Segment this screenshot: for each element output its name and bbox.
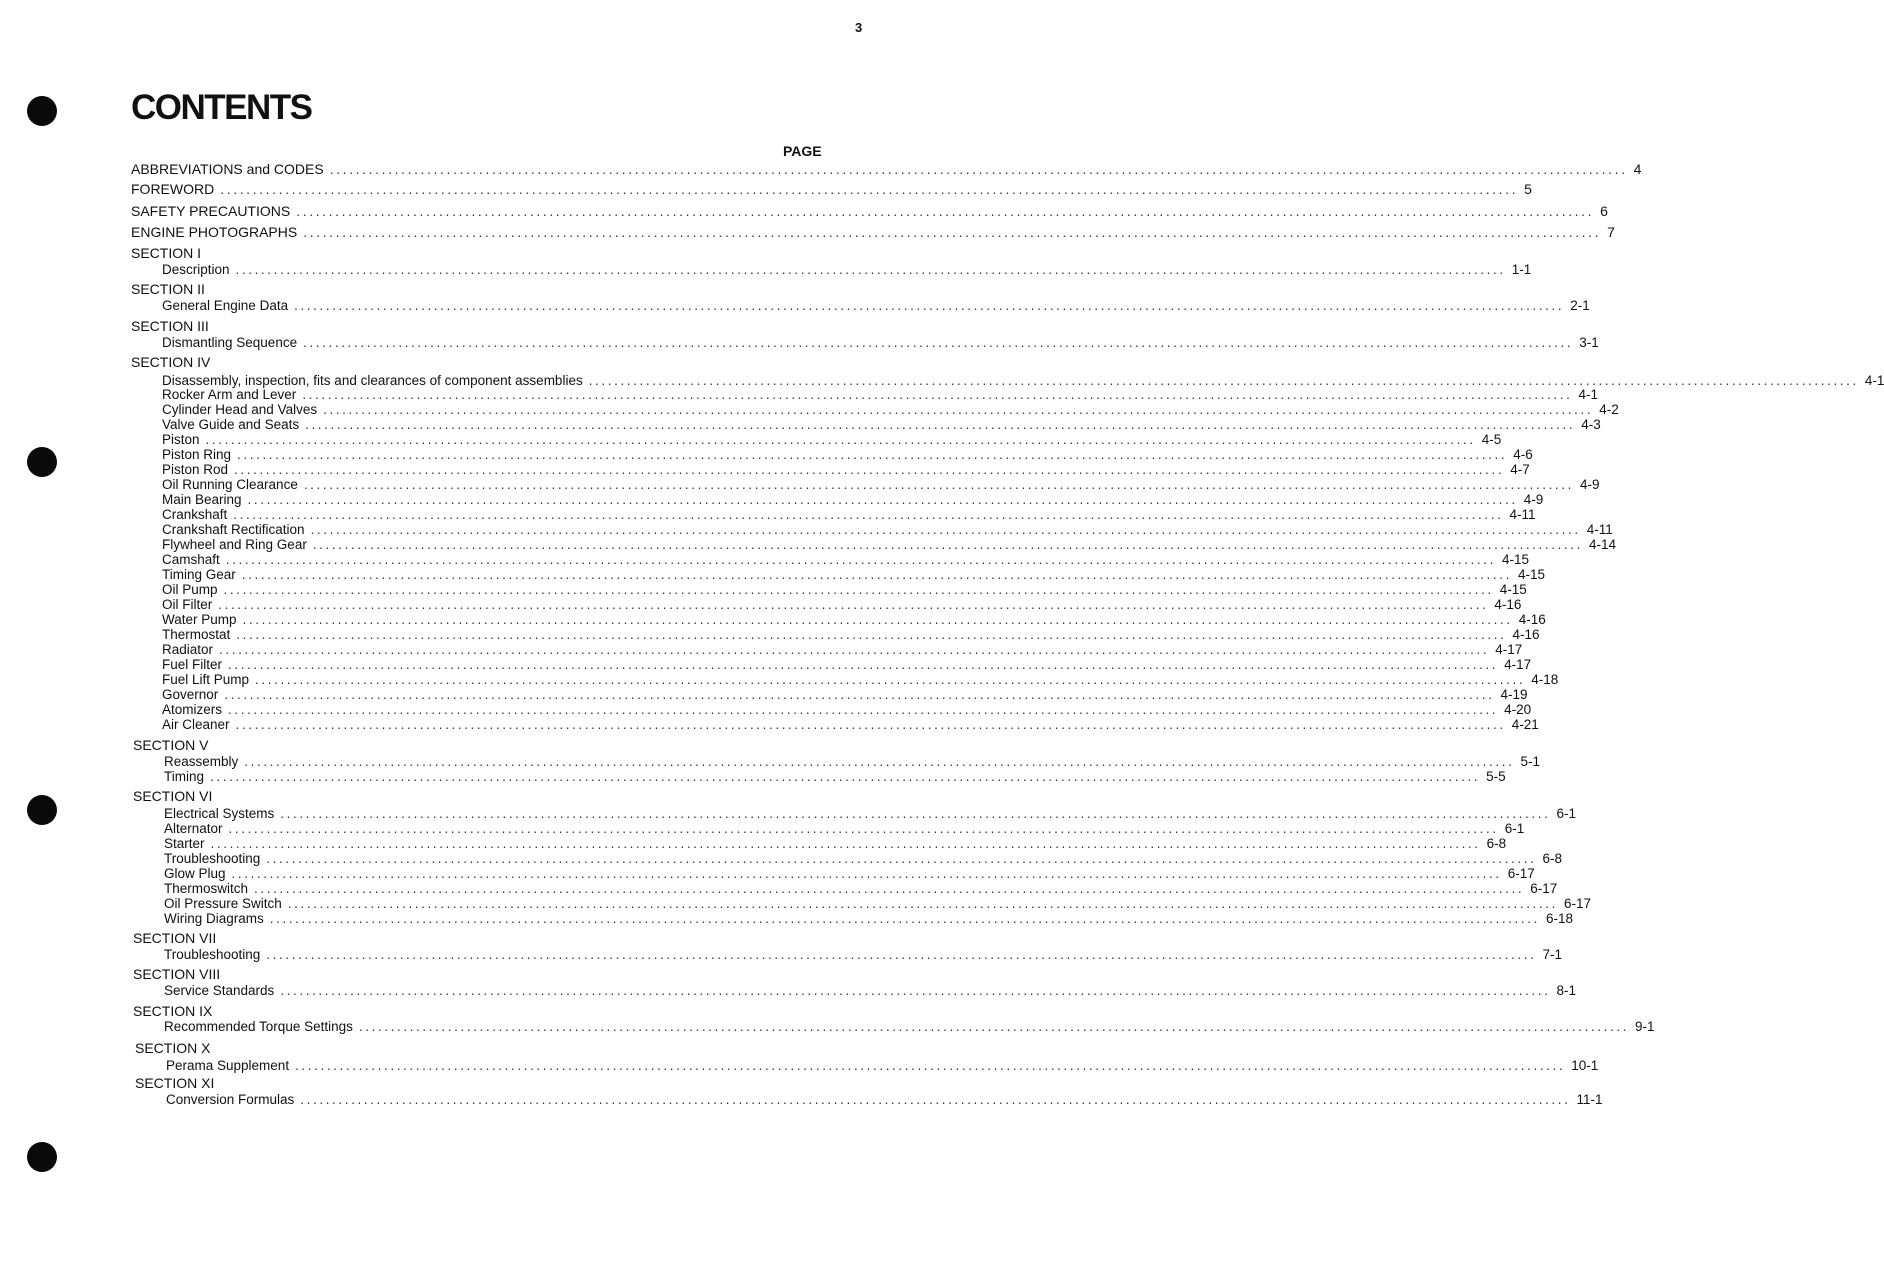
binder-hole-4 <box>27 1142 57 1172</box>
toc-entry <box>164 851 1562 866</box>
dot-leader: ........................................................................................................................................................................................................ <box>225 552 1496 567</box>
dot-leader: ........................................................................................................................................................................................................ <box>296 203 1595 219</box>
toc-entry-page: 1-1 <box>1511 262 1532 277</box>
dot-leader: ........................................................................................................................................................................................................ <box>235 262 1506 277</box>
toc-entry <box>162 672 1559 687</box>
toc-entry-title: Valve Guide and Seats <box>162 417 300 432</box>
toc-entry-title: Oil Pressure Switch <box>164 896 282 911</box>
dot-leader: ........................................................................................................................................................................................................ <box>269 911 1540 926</box>
dot-leader: ........................................................................................................................................................................................................ <box>358 1019 1630 1034</box>
toc-entry-page: 4-16 <box>1512 627 1540 642</box>
toc-entry <box>164 866 1535 881</box>
dot-leader: ........................................................................................................................................................................................................ <box>228 657 1499 672</box>
toc-entry <box>162 657 1532 672</box>
toc-entry-title: FOREWORD <box>131 181 215 197</box>
toc-entry-page: 4-6 <box>1513 447 1533 462</box>
toc-entry <box>131 161 1642 177</box>
toc-entry <box>164 836 1507 851</box>
dot-leader: ........................................................................................................................................................................................................ <box>295 1058 1566 1073</box>
binder-hole-3 <box>27 795 57 825</box>
toc-entry <box>164 896 1591 911</box>
toc-section-heading <box>131 281 205 297</box>
toc-entry-title: Oil Filter <box>162 597 213 612</box>
dot-leader: ........................................................................................................................................................................................................ <box>310 522 1581 537</box>
toc-entry-page: 7-1 <box>1542 947 1562 962</box>
toc-entry-page: 4-21 <box>1511 717 1539 732</box>
toc-entry-title: Recommended Torque Settings <box>164 1019 353 1034</box>
toc-entry-page: 6 <box>1600 203 1608 219</box>
toc-entry-page: 4-16 <box>1518 612 1546 627</box>
toc-entry-page: 4-7 <box>1510 462 1530 477</box>
toc-entry <box>162 687 1528 702</box>
dot-leader: ........................................................................................................................................................................................................ <box>300 1092 1571 1107</box>
dot-leader: ........................................................................................................................................................................................................ <box>287 896 1558 911</box>
toc-entry-title: Thermoswitch <box>164 881 249 896</box>
toc-entry-title: Troubleshooting <box>164 947 261 962</box>
toc-entry <box>162 477 1600 492</box>
toc-entry-title: SECTION I <box>131 245 202 261</box>
toc-entry-title: SECTION IX <box>133 1003 213 1019</box>
toc-entry-page: 6-17 <box>1507 866 1535 881</box>
toc-entry-title: SECTION IV <box>131 354 211 370</box>
toc-section-heading <box>133 930 216 946</box>
toc-entry-title: Main Bearing <box>162 492 242 507</box>
toc-entry <box>164 881 1558 896</box>
toc-entry <box>164 754 1540 769</box>
dot-leader: ........................................................................................................................................................................................................ <box>228 821 1499 836</box>
toc-section-heading <box>133 788 212 804</box>
dot-leader: ........................................................................................................................................................................................................ <box>233 507 1504 522</box>
toc-entry-page: 4-11 <box>1509 507 1536 522</box>
dot-leader: ........................................................................................................................................................................................................ <box>224 687 1495 702</box>
toc-entry <box>131 181 1532 197</box>
toc-entry <box>162 627 1540 642</box>
dot-leader: ........................................................................................................................................................................................................ <box>266 851 1537 866</box>
dot-leader: ........................................................................................................................................................................................................ <box>266 947 1537 962</box>
dot-leader: ........................................................................................................................................................................................................ <box>302 387 1573 402</box>
toc-entry-page: 6-17 <box>1530 881 1558 896</box>
toc-section-heading <box>131 354 210 370</box>
toc-entry-title: Water Pump <box>162 612 237 627</box>
toc-entry-page: 4 <box>1633 161 1642 177</box>
toc-entry-title: Radiator <box>162 642 214 657</box>
dot-leader: ........................................................................................................................................................................................................ <box>280 983 1551 998</box>
toc-entry-page: 4-5 <box>1481 432 1502 447</box>
dot-leader: ........................................................................................................................................................................................................ <box>303 335 1574 350</box>
dot-leader: ........................................................................................................................................................................................................ <box>242 612 1513 627</box>
toc-entry-title: SECTION VI <box>133 788 213 804</box>
toc-entry-title: Electrical Systems <box>164 806 275 821</box>
toc-entry <box>162 597 1522 612</box>
toc-entry-page: 8-1 <box>1556 983 1576 998</box>
dot-leader: ........................................................................................................................................................................................................ <box>303 224 1602 240</box>
toc-entry-title: Glow Plug <box>164 866 226 881</box>
toc-entry <box>162 702 1532 717</box>
dot-leader: ........................................................................................................................................................................................................ <box>329 161 1628 177</box>
toc-entry-title: Rocker Arm and Lever <box>162 387 297 402</box>
toc-entry-title: Description <box>162 262 230 277</box>
toc-entry-title: Wiring Diagrams <box>164 911 264 926</box>
toc-entry <box>162 417 1601 432</box>
toc-entry <box>164 821 1525 836</box>
toc-entry-title: Piston Rod <box>162 462 229 477</box>
dot-leader: ........................................................................................................................................................................................................ <box>247 492 1518 507</box>
toc-entry-title: Fuel Filter <box>162 657 223 672</box>
toc-entry-page: 7 <box>1607 224 1615 240</box>
toc-entry-title: ENGINE PHOTOGRAPHS <box>131 224 298 240</box>
toc-entry <box>164 911 1573 926</box>
toc-entry-page: 6-17 <box>1563 896 1591 911</box>
toc-entry-title: Service Standards <box>164 983 275 998</box>
toc-entry-page: 4-15 <box>1501 552 1529 567</box>
toc-entry-page: 5 <box>1524 181 1532 197</box>
dot-leader: ........................................................................................................................................................................................................ <box>323 402 1594 417</box>
dot-leader: ........................................................................................................................................................................................................ <box>244 754 1515 769</box>
toc-entry-title: Cylinder Head and Valves <box>162 402 318 417</box>
toc-entry <box>162 507 1536 522</box>
dot-leader: ........................................................................................................................................................................................................ <box>235 717 1506 732</box>
dot-leader: ........................................................................................................................................................................................................ <box>218 597 1489 612</box>
toc-entry-title: Flywheel and Ring Gear <box>162 537 307 552</box>
toc-entry <box>162 642 1523 657</box>
toc-entry <box>166 1058 1599 1073</box>
toc-entry-page: 4-19 <box>1500 687 1528 702</box>
dot-leader: ........................................................................................................................................................................................................ <box>255 672 1526 687</box>
dot-leader: ........................................................................................................................................................................................................ <box>210 836 1481 851</box>
dot-leader: ........................................................................................................................................................................................................ <box>312 537 1583 552</box>
toc-entry-page: 4-17 <box>1504 657 1532 672</box>
toc-entry-page: 4-17 <box>1495 642 1523 657</box>
toc-entry-title: Conversion Formulas <box>166 1092 295 1107</box>
toc-entry <box>131 203 1608 219</box>
toc-entry-title: Oil Pump <box>162 582 218 597</box>
toc-entry <box>162 537 1617 552</box>
toc-entry-title: Piston <box>162 432 200 447</box>
toc-entry <box>131 224 1615 240</box>
toc-section-heading <box>133 1003 212 1019</box>
dot-leader: ........................................................................................................................................................................................................ <box>237 447 1508 462</box>
toc-entry <box>162 492 1544 507</box>
dot-leader: ........................................................................................................................................................................................................ <box>303 477 1574 492</box>
toc-entry-title: Starter <box>164 836 205 851</box>
toc-entry-title: Perama Supplement <box>166 1058 290 1073</box>
toc-entry <box>162 298 1590 313</box>
toc-entry <box>162 262 1532 277</box>
toc-entry-title: Atomizers <box>162 702 223 717</box>
toc-section-heading <box>131 318 209 334</box>
toc-section-heading <box>135 1040 210 1056</box>
toc-entry-title: General Engine Data <box>162 298 289 313</box>
toc-entry <box>166 1092 1603 1107</box>
toc-entry-title: SAFETY PRECAUTIONS <box>131 203 291 219</box>
toc-entry-title: Camshaft <box>162 552 220 567</box>
toc-entry-title: Thermostat <box>162 627 231 642</box>
dot-leader: ........................................................................................................................................................................................................ <box>280 806 1551 821</box>
toc-entry-title: SECTION VIII <box>133 966 221 982</box>
toc-entry-title: SECTION II <box>131 281 205 297</box>
dot-leader: ........................................................................................................................................................................................................ <box>210 769 1481 784</box>
toc-entry <box>162 552 1529 567</box>
page-number: 3 <box>855 20 863 35</box>
binder-hole-2 <box>27 447 57 477</box>
dot-leader: ........................................................................................................................................................................................................ <box>228 702 1499 717</box>
dot-leader: ........................................................................................................................................................................................................ <box>588 373 1859 388</box>
dot-leader: ........................................................................................................................................................................................................ <box>236 627 1507 642</box>
toc-entry <box>164 806 1576 821</box>
toc-entry <box>162 432 1502 447</box>
toc-entry <box>162 447 1533 462</box>
toc-entry-title: Reassembly <box>164 754 239 769</box>
toc-entry-page: 4-18 <box>1531 672 1559 687</box>
toc-entry-page: 4-2 <box>1599 402 1619 417</box>
toc-section-heading <box>133 966 220 982</box>
page-column-header: PAGE <box>783 143 822 159</box>
toc-entry-title: Disassembly, inspection, fits and clearances of component assemblies <box>162 373 583 388</box>
toc-entry <box>164 769 1506 784</box>
toc-entry <box>164 947 1562 962</box>
toc-entry-page: 4-3 <box>1581 417 1601 432</box>
toc-entry-title: Timing Gear <box>162 567 236 582</box>
toc-entry <box>162 582 1527 597</box>
toc-entry <box>162 522 1613 537</box>
toc-section-heading <box>135 1075 214 1091</box>
dot-leader: ........................................................................................................................................................................................................ <box>223 582 1494 597</box>
toc-entry-title: Piston Ring <box>162 447 232 462</box>
toc-entry-page: 4-1 <box>1864 373 1884 388</box>
toc-entry-page: 5-5 <box>1486 769 1506 784</box>
toc-entry-page: 4-1 <box>1578 387 1598 402</box>
toc-entry-page: 6-8 <box>1486 836 1507 851</box>
toc-entry-page: 4-11 <box>1586 522 1613 537</box>
dot-leader: ........................................................................................................................................................................................................ <box>205 432 1476 447</box>
toc-entry-page: 4-16 <box>1494 597 1522 612</box>
toc-entry-title: SECTION V <box>133 737 209 753</box>
toc-entry-title: SECTION III <box>131 318 209 334</box>
toc-entry-page: 5-1 <box>1520 754 1540 769</box>
toc-entry-page: 4-15 <box>1499 582 1527 597</box>
dot-leader: ........................................................................................................................................................................................................ <box>241 567 1512 582</box>
toc-entry <box>162 335 1599 350</box>
toc-entry-page: 6-1 <box>1504 821 1525 836</box>
toc-entry-page: 4-9 <box>1579 477 1600 492</box>
toc-entry-page: 4-9 <box>1523 492 1544 507</box>
toc-entry-title: Air Cleaner <box>162 717 230 732</box>
toc-entry-title: Governor <box>162 687 219 702</box>
toc-entry-page: 6-1 <box>1556 806 1576 821</box>
toc-entry-page: 4-20 <box>1504 702 1532 717</box>
toc-entry-title: Oil Running Clearance <box>162 477 298 492</box>
toc-entry <box>164 983 1576 998</box>
toc-entry-page: 10-1 <box>1571 1058 1599 1073</box>
toc-entry <box>162 717 1539 732</box>
toc-section-heading <box>133 737 208 753</box>
toc-entry-title: SECTION X <box>135 1040 211 1056</box>
toc-entry-title: Dismantling Sequence <box>162 335 298 350</box>
toc-entry-page: 6-8 <box>1542 851 1562 866</box>
toc-entry-title: SECTION XI <box>135 1075 215 1091</box>
dot-leader: ........................................................................................................................................................................................................ <box>305 417 1576 432</box>
toc-entry <box>162 373 1884 388</box>
toc-entry-title: Crankshaft <box>162 507 228 522</box>
page-title: CONTENTS <box>131 88 312 127</box>
toc-entry <box>162 612 1546 627</box>
toc-entry-title: Troubleshooting <box>164 851 261 866</box>
toc-entry-page: 4-15 <box>1517 567 1545 582</box>
dot-leader: ........................................................................................................................................................................................................ <box>234 462 1505 477</box>
binder-hole-1 <box>27 96 57 126</box>
toc-entry-page: 6-18 <box>1545 911 1573 926</box>
toc-entry-title: Fuel Lift Pump <box>162 672 250 687</box>
toc-entry-title: ABBREVIATIONS and CODES <box>131 161 324 177</box>
toc-entry-page: 2-1 <box>1570 298 1590 313</box>
toc-entry-page: 9-1 <box>1635 1019 1655 1034</box>
toc-entry-title: Timing <box>164 769 205 784</box>
toc-section-heading <box>131 245 201 261</box>
toc-entry <box>162 387 1598 402</box>
toc-entry-page: 3-1 <box>1579 335 1599 350</box>
toc-entry-page: 4-14 <box>1588 537 1617 552</box>
toc-entry <box>162 402 1619 417</box>
toc-entry-page: 11-1 <box>1576 1092 1603 1107</box>
toc-entry <box>164 1019 1655 1034</box>
toc-entry <box>162 462 1530 477</box>
toc-entry <box>162 567 1545 582</box>
dot-leader: ........................................................................................................................................................................................................ <box>254 881 1525 896</box>
dot-leader: ........................................................................................................................................................................................................ <box>220 181 1519 197</box>
toc-entry-title: Crankshaft Rectification <box>162 522 305 537</box>
toc-entry-title: SECTION VII <box>133 930 217 946</box>
dot-leader: ........................................................................................................................................................................................................ <box>231 866 1502 881</box>
toc-entry-title: Alternator <box>164 821 223 836</box>
dot-leader: ........................................................................................................................................................................................................ <box>219 642 1490 657</box>
dot-leader: ........................................................................................................................................................................................................ <box>294 298 1565 313</box>
